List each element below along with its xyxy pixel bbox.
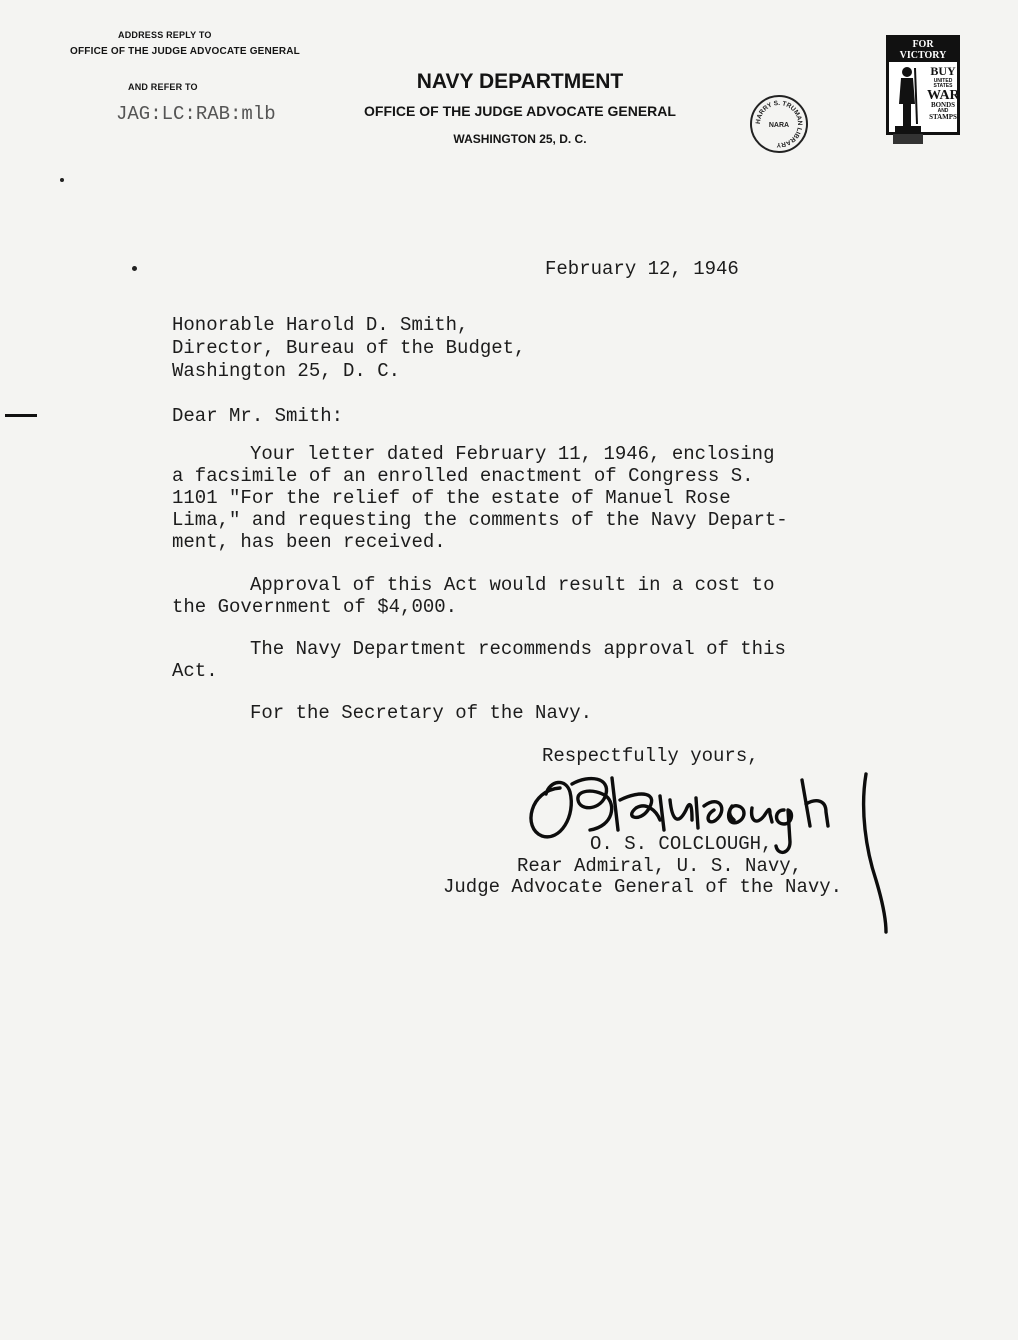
body-line: Approval of this Act would result in a cost to [250,574,775,596]
margin-dot [132,266,137,271]
recipient-line: Honorable Harold D. Smith, [172,314,469,336]
department-title: NAVY DEPARTMENT [416,70,624,93]
body-line: ment, has been received. [172,531,446,553]
closing: Respectfully yours, [542,745,759,767]
library-seal-text: HARRY S. TRUMAN LIBRARY [754,99,804,149]
body-line: The Navy Department recommends approval of this [250,638,786,660]
reference-code: JAG:LC:RAB:mlb [116,103,276,125]
stamp-top-text: FOR VICTORY [889,38,957,62]
recipient-line: Washington 25, D. C. [172,360,401,382]
stamp-stamps-text: STAMPS [929,113,957,121]
signer-title: Judge Advocate General of the Navy. [443,876,843,898]
letter-date: February 12, 1946 [545,258,739,280]
body-line: 1101 "For the relief of the estate of Manuel Rose [172,487,731,509]
office-city: WASHINGTON 25, D. C. [453,132,587,146]
body-line: Your letter dated February 11, 1946, enclosing [250,443,775,465]
margin-dash [5,414,37,417]
stamp-and-text: AND [937,108,949,114]
address-reply-label: ADDRESS REPLY TO [118,30,212,40]
library-seal [750,95,808,153]
stamp-united-text: UNITED [933,78,953,84]
stamp-bonds-text: BONDS [930,101,956,109]
body-line: Lima," and requesting the comments of the Navy Depart- [172,509,788,531]
body-line: the Government of $4,000. [172,596,458,618]
body-line: Act. [172,660,218,682]
stamp-states-text: STATES [933,83,953,89]
war-bond-stamp [886,35,960,135]
body-line: For the Secretary of the Navy. [250,702,593,724]
stamp-buy-text: BUY [930,64,956,78]
margin-dot [60,178,64,182]
recipient-line: Director, Bureau of the Budget, [172,337,526,359]
minuteman-icon [891,64,927,148]
office-title: OFFICE OF THE JUDGE ADVOCATE GENERAL [364,103,676,119]
address-reply-office: OFFICE OF THE JUDGE ADVOCATE GENERAL [70,46,300,57]
library-seal-center: NARA [768,122,790,129]
library-seal-icon [752,97,806,151]
salutation: Dear Mr. Smith: [172,405,344,427]
stamp-war-text: WAR [927,88,960,103]
body-line: a facsimile of an enrolled enactment of Congress S. [172,465,754,487]
signer-rank: Rear Admiral, U. S. Navy, [517,855,803,877]
signer-name: O. S. COLCLOUGH, [590,833,773,855]
refer-to-label: AND REFER TO [128,82,198,92]
